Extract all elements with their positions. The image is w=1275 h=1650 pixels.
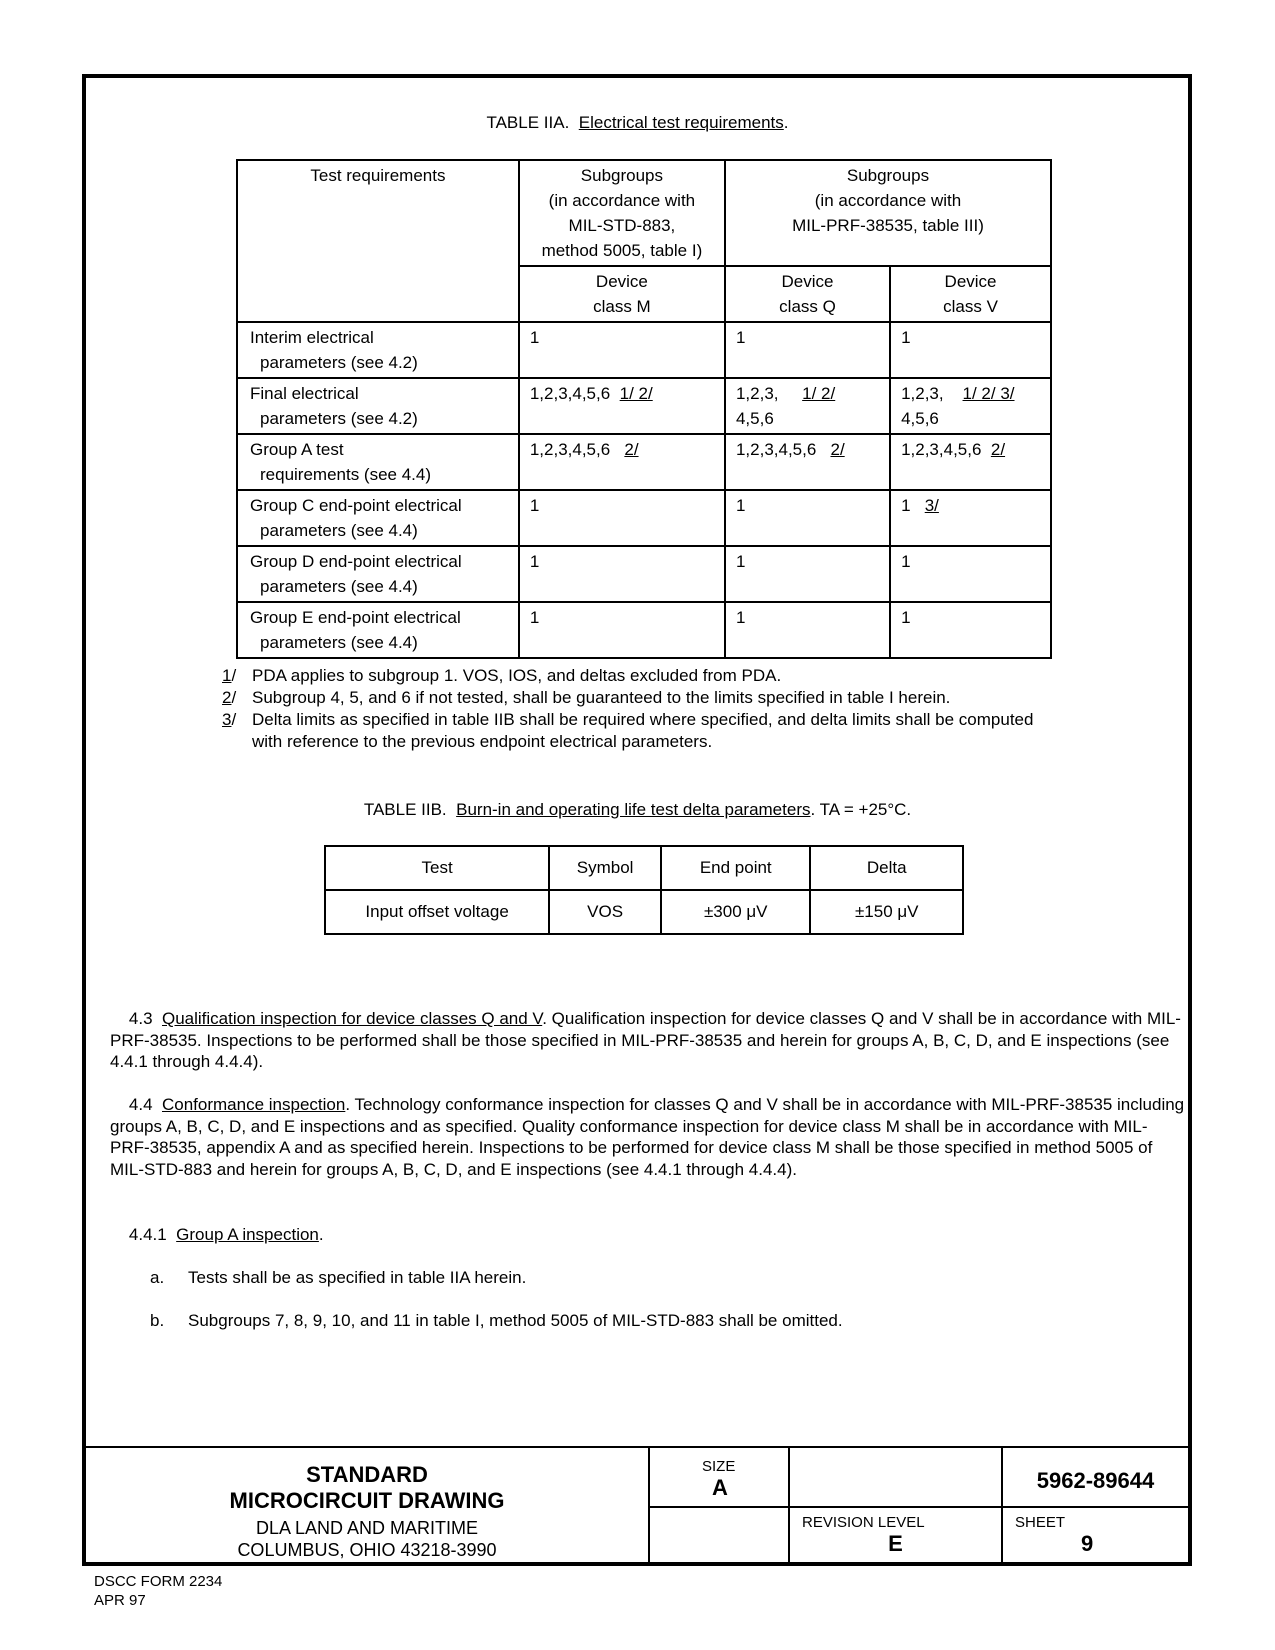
table-notes bbox=[222, 665, 1052, 753]
header-test-requirements: Test requirements bbox=[237, 160, 519, 322]
form-footer: DSCC FORM 2234 APR 97 bbox=[94, 1573, 223, 1609]
table-row: Group D end-point electrical parameters (see 4.4) 1 1 1 bbox=[237, 546, 1051, 602]
table-row: Interim electrical parameters (see 4.2) 1 1 1 bbox=[237, 322, 1051, 378]
section-4-3: 4.3 Qualification inspection for device classes Q and V. Qualification inspection for device classes Q and V shall be in accordance with MIL-PRF-38535. Inspections to be performed shall be those specified in MIL-PRF-38535 and herein for groups A, B, C, D, and E inspections (see 4.4.1 through 4.4.4). bbox=[110, 1009, 1181, 1071]
header-class-q: Device class Q bbox=[725, 266, 890, 322]
size-cell: SIZE A bbox=[650, 1448, 790, 1508]
table-iia bbox=[236, 159, 1052, 659]
note-1: 1/ PDA applies to subgroup 1. VOS, IOS, and deltas excluded from PDA. bbox=[222, 666, 782, 685]
title-block-org: STANDARD MICROCIRCUIT DRAWING DLA LAND AND MARITIME COLUMBUS, OHIO 43218-3990 bbox=[86, 1448, 650, 1564]
table-row: Input offset voltage VOS ±300 μV ±150 μV bbox=[325, 890, 963, 934]
header-mil-prf: Subgroups (in accordance with MIL-PRF-38535, table III) bbox=[725, 160, 1051, 266]
list-item-a: a. Tests shall be as specified in table IIA herein. bbox=[150, 1268, 527, 1287]
table-row: Group C end-point electrical parameters (see 4.4) 1 1 1 3/ bbox=[237, 490, 1051, 546]
note-3: 3/ Delta limits as specified in table IIB shall be required where specified, and delta limits shall be computed with reference to the previous endpoint electrical parameters. bbox=[222, 710, 1034, 751]
header-mil-std: Subgroups (in accordance with MIL-STD-883, method 5005, table I) bbox=[519, 160, 725, 266]
doc-number: 5962-89644 bbox=[1003, 1448, 1188, 1508]
table-row: Group A test requirements (see 4.4) 1,2,3,4,5,6 2/ 1,2,3,4,5,6 2/ 1,2,3,4,5,6 2/ bbox=[237, 434, 1051, 490]
table-row: Final electrical parameters (see 4.2) 1,2,3,4,5,6 1/ 2/ 1,2,3, 1/ 2/ 4,5,6 1,2,3, 1/ 2/ 3/ 4,5,6 bbox=[237, 378, 1051, 434]
sheet-cell: SHEET 9 bbox=[1015, 1514, 1094, 1556]
table-iib-title: TABLE IIB. Burn-in and operating life test delta parameters. TA = +25°C. bbox=[363, 800, 912, 819]
title-block bbox=[86, 1446, 1188, 1564]
section-4-4: 4.4 Conformance inspection. Technology conformance inspection for classes Q and V shall be in accordance with MIL-PRF-38535 including groups A, B, C, D, and E inspections and as specified. Quality conformance inspection for device class M shall be in accordance with MIL-PRF-38535, appendix A and as specified herein. Inspections to be performed for device class M shall be those specified in method 5005 of MIL-STD-883 and herein for groups A, B, C, D, and E inspections (see 4.4.1 through 4.4.4). bbox=[110, 1095, 1185, 1179]
header-class-m: Device class M bbox=[519, 266, 725, 322]
table-iib bbox=[324, 845, 964, 935]
section-4-4-1: 4.4.1 Group A inspection. bbox=[128, 1225, 324, 1244]
table-header-row: Test Symbol End point Delta bbox=[325, 846, 963, 890]
revision-cell: REVISION LEVEL E bbox=[790, 1508, 1003, 1564]
table-iia-title: TABLE IIA. Electrical test requirements. bbox=[486, 113, 789, 132]
header-class-v: Device class V bbox=[890, 266, 1051, 322]
cage-code-cell bbox=[790, 1448, 1003, 1508]
blank-cell bbox=[650, 1508, 790, 1564]
list-item-b: b. Subgroups 7, 8, 9, 10, and 11 in table I, method 5005 of MIL-STD-883 shall be omitted. bbox=[150, 1311, 843, 1330]
note-2: 2/ Subgroup 4, 5, and 6 if not tested, shall be guaranteed to the limits specified in table I herein. bbox=[222, 688, 951, 707]
table-row: Group E end-point electrical parameters (see 4.4) 1 1 1 bbox=[237, 602, 1051, 658]
